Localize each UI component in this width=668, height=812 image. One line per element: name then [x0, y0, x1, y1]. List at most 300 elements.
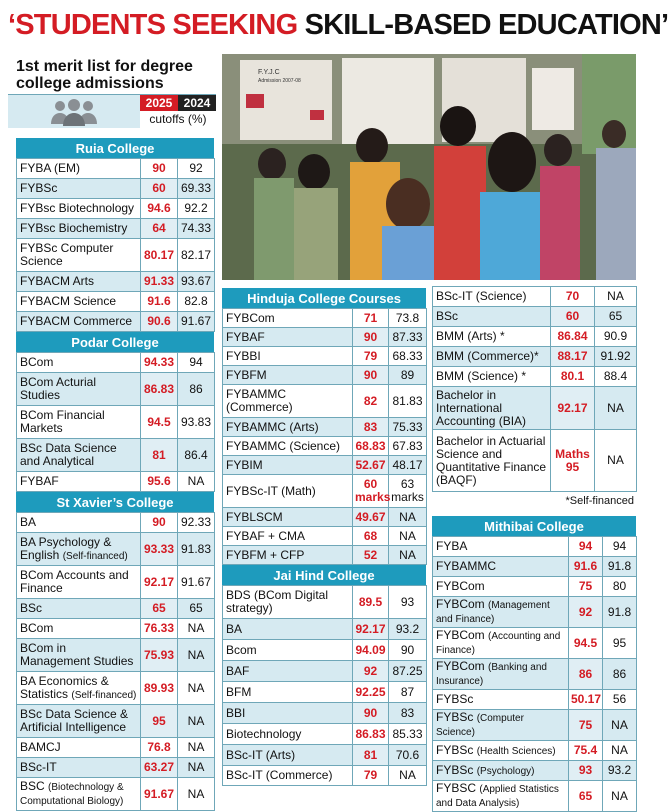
- cutoff-2024: NA: [178, 778, 215, 811]
- course-label: BMM (Arts) *: [436, 329, 505, 343]
- cutoff-2025: 92: [353, 661, 389, 682]
- course-label: FYBSc: [436, 692, 474, 706]
- course-name: [17, 472, 141, 492]
- cutoff-2025: 91.6: [569, 557, 603, 577]
- table-row: [17, 406, 215, 439]
- course-label: BA Economics & Statistics: [20, 673, 109, 701]
- course-label: BSc-IT: [20, 760, 57, 774]
- cutoff-2024: NA: [603, 781, 637, 812]
- course-name: [223, 437, 353, 456]
- cutoff-2025: 68: [353, 527, 389, 546]
- column-left: [16, 138, 214, 811]
- course-name: [433, 659, 569, 690]
- table-row: [223, 546, 427, 565]
- table-row: [223, 586, 427, 619]
- course-label: BFM: [226, 684, 252, 699]
- table-row: [433, 327, 637, 347]
- cutoff-2024: NA: [389, 527, 427, 546]
- course-label: BA: [20, 515, 37, 529]
- cutoff-2024: 91.67: [178, 566, 215, 599]
- table-row: [17, 292, 215, 312]
- course-label: FYBsc Biotechnology: [20, 201, 135, 215]
- cutoff-2024: 95: [603, 628, 637, 659]
- cutoff-2024: 87.33: [389, 328, 427, 347]
- course-label: BSc: [436, 309, 459, 323]
- course-label: BA: [226, 621, 243, 636]
- course-label: BAF: [226, 663, 250, 678]
- headline-part-2: SKILL-BASED EDUCATION’: [297, 9, 668, 41]
- cutoff-2024: 91.83: [178, 533, 215, 566]
- table-mithibai-college: [432, 536, 637, 812]
- cutoff-2025: 86.84: [551, 327, 595, 347]
- cutoff-2025: 60 marks: [353, 475, 389, 508]
- table-row: [17, 312, 215, 332]
- course-label: BCom Accounts and Finance: [20, 568, 129, 595]
- cutoff-2025: 75.4: [569, 741, 603, 761]
- table-row: [223, 475, 427, 508]
- course-label: FYBSc Computer Science: [20, 241, 114, 268]
- table-row: [433, 659, 637, 690]
- course-label: BDS (BCom Digital strategy): [226, 588, 329, 615]
- news-photo: [222, 54, 636, 280]
- cutoff-2024: 92: [178, 159, 215, 179]
- course-name: [223, 682, 353, 703]
- course-label: FYBLSCM: [226, 509, 283, 524]
- cutoff-2024: NA: [178, 758, 215, 778]
- table-row: [433, 577, 637, 597]
- course-name: [17, 406, 141, 439]
- course-label: BMM (Science) *: [436, 369, 527, 383]
- table-row: [17, 705, 215, 738]
- course-name: [17, 179, 141, 199]
- cutoff-2025: 71: [353, 309, 389, 328]
- cutoff-2024: 81.83: [389, 385, 427, 418]
- cutoff-2025: 94.5: [569, 628, 603, 659]
- course-name: [223, 724, 353, 745]
- table-row: [223, 703, 427, 724]
- table-row: [17, 738, 215, 758]
- group-of-students-icon: [8, 95, 140, 128]
- course-name: [17, 292, 141, 312]
- cutoff-2025: 86.83: [353, 724, 389, 745]
- course-label: FYBSc: [436, 742, 474, 757]
- table-row: [223, 347, 427, 366]
- course-name: [17, 159, 141, 179]
- cutoff-2025: 94.09: [353, 640, 389, 661]
- course-name: [17, 619, 141, 639]
- course-label: FYBAMMC (Science): [226, 438, 341, 453]
- course-name: [17, 599, 141, 619]
- legend-cutoff-label: cutoffs (%): [149, 112, 207, 126]
- course-label: FYBAF + CMA: [226, 528, 306, 543]
- course-name: [433, 287, 551, 307]
- cutoff-2025: 91.67: [141, 778, 178, 811]
- cutoff-2024: 86.4: [178, 439, 215, 472]
- cutoff-2025: 93.33: [141, 533, 178, 566]
- course-label: FYBAF: [226, 329, 265, 344]
- cutoff-2025: 92.25: [353, 682, 389, 703]
- course-name: [223, 475, 353, 508]
- cutoff-2025: 79: [353, 347, 389, 366]
- cutoff-2025: 79: [353, 766, 389, 786]
- course-name: [433, 577, 569, 597]
- table-podar-college: [16, 352, 215, 492]
- table-row: [223, 527, 427, 546]
- legend-years: [140, 95, 216, 128]
- course-name: [17, 439, 141, 472]
- course-name: [223, 703, 353, 724]
- table-row: [17, 272, 215, 292]
- course-label: BA Psychology & English: [20, 534, 112, 562]
- legend-title: 1st merit list for degree college admissions: [8, 56, 216, 94]
- cutoff-2024: 69.33: [178, 179, 215, 199]
- table-row: [433, 628, 637, 659]
- table-row: [433, 307, 637, 327]
- course-name: [17, 566, 141, 599]
- course-label: FYBAMMC: [436, 559, 496, 573]
- table-row: [17, 619, 215, 639]
- course-name: [223, 745, 353, 766]
- course-name: [17, 239, 141, 272]
- section-jai-hind-college: Jai Hind College: [222, 565, 426, 585]
- course-note: (Applied Statistics and Data Analysis): [436, 784, 559, 809]
- course-note: (Health Sciences): [476, 745, 556, 757]
- course-name: [223, 508, 353, 527]
- course-note: (Banking and Insurance): [436, 662, 547, 687]
- course-label: FYBFM + CFP: [226, 547, 305, 562]
- cutoff-2025: 80.1: [551, 367, 595, 387]
- course-label: Bcom: [226, 642, 257, 657]
- course-label: FYBSc: [436, 710, 474, 724]
- cutoff-2024: 88.4: [595, 367, 637, 387]
- table-row: [433, 430, 637, 492]
- cutoff-2025: 92.17: [551, 387, 595, 430]
- course-name: [17, 312, 141, 332]
- course-name: [17, 672, 141, 705]
- course-note: (Accounting and Finance): [436, 631, 561, 656]
- cutoff-2024: 87.25: [389, 661, 427, 682]
- table-row: [433, 597, 637, 628]
- cutoff-2025: 64: [141, 219, 178, 239]
- column-right: [432, 286, 636, 812]
- course-name: [223, 418, 353, 437]
- course-label: BSc Data Science and Analytical: [20, 441, 117, 468]
- cutoff-2025: 75.93: [141, 639, 178, 672]
- legend-row: [8, 94, 216, 128]
- course-label: BCom Acturial Studies: [20, 375, 97, 402]
- course-label: FYBCom: [436, 579, 485, 593]
- table-row: [223, 661, 427, 682]
- course-label: FYBSc: [436, 762, 474, 777]
- cutoff-2025: 60: [141, 179, 178, 199]
- course-name: [223, 661, 353, 682]
- cutoff-2024: 90.9: [595, 327, 637, 347]
- course-name: [223, 328, 353, 347]
- table-row: [17, 472, 215, 492]
- cutoff-2025: 90: [353, 703, 389, 724]
- course-name: [223, 527, 353, 546]
- course-name: [433, 347, 551, 367]
- cutoff-2025: 95.6: [141, 472, 178, 492]
- table-row: [17, 599, 215, 619]
- cutoff-2025: 63.27: [141, 758, 178, 778]
- table-ruia-college: [16, 158, 215, 332]
- cutoff-2024: NA: [603, 741, 637, 761]
- table-row: [17, 179, 215, 199]
- course-name: [433, 327, 551, 347]
- cutoff-2025: 94.33: [141, 353, 178, 373]
- table-row: [17, 566, 215, 599]
- cutoff-2025: 89.5: [353, 586, 389, 619]
- table-row: [433, 347, 637, 367]
- cutoff-2024: 86: [178, 373, 215, 406]
- course-label: Bachelor in Actuarial Science and Quantitative Finance (BAQF): [436, 433, 547, 487]
- cutoff-2025: 68.83: [353, 437, 389, 456]
- course-note: (Computer Science): [436, 713, 524, 738]
- cutoff-2025: 76.8: [141, 738, 178, 758]
- table-row: [223, 385, 427, 418]
- cutoff-2024: 83: [389, 703, 427, 724]
- cutoff-2025: 86.83: [141, 373, 178, 406]
- table-row: [17, 373, 215, 406]
- course-label: BSc Data Science & Artificial Intelligence: [20, 707, 129, 734]
- cutoff-2024: 91.8: [603, 557, 637, 577]
- cutoff-2024: 82.17: [178, 239, 215, 272]
- cutoff-2025: 93: [569, 761, 603, 781]
- table-row: [433, 367, 637, 387]
- table-jai-hind-college: [222, 585, 427, 786]
- course-name: [17, 705, 141, 738]
- course-label: BAMCJ: [20, 740, 61, 754]
- cutoff-2024: 91.67: [178, 312, 215, 332]
- course-name: [17, 533, 141, 566]
- cutoff-2025: 49.67: [353, 508, 389, 527]
- cutoff-2024: 91.92: [595, 347, 637, 367]
- course-label: Bachelor in International Accounting (BIA): [436, 387, 527, 428]
- course-label: FYBACM Arts: [20, 274, 95, 288]
- course-name: [223, 546, 353, 565]
- cutoff-2025: 75: [569, 710, 603, 741]
- cutoff-2025: 94.6: [141, 199, 178, 219]
- cutoff-2025: 81: [141, 439, 178, 472]
- table-row: [17, 672, 215, 705]
- course-label: BMM (Commerce)*: [436, 349, 539, 363]
- cutoff-2025: 90: [353, 366, 389, 385]
- table-jai-hind-college-continued: [432, 286, 637, 492]
- table-row: [223, 724, 427, 745]
- headline-part-1: ‘STUDENTS SEEKING: [8, 9, 298, 41]
- cutoff-2025: 80.17: [141, 239, 178, 272]
- course-label: FYBACM Commerce: [20, 314, 133, 328]
- table-row: [17, 533, 215, 566]
- cutoff-2025: 52: [353, 546, 389, 565]
- cutoff-2025: 76.33: [141, 619, 178, 639]
- course-name: [17, 219, 141, 239]
- course-name: [17, 373, 141, 406]
- cutoff-2024: 82.8: [178, 292, 215, 312]
- course-label: BSc: [20, 601, 43, 615]
- course-name: [223, 385, 353, 418]
- table-row: [223, 640, 427, 661]
- course-name: [17, 758, 141, 778]
- course-label: BSc-IT (Commerce): [226, 768, 333, 782]
- course-label: FYBCom: [436, 628, 485, 642]
- course-name: [433, 628, 569, 659]
- cutoff-2024: NA: [389, 766, 427, 786]
- cutoff-2024: NA: [178, 738, 215, 758]
- cutoff-2025: 88.17: [551, 347, 595, 367]
- table-row: [223, 418, 427, 437]
- cutoff-2024: 68.33: [389, 347, 427, 366]
- course-label: FYBCom: [226, 310, 275, 325]
- course-name: [433, 557, 569, 577]
- course-name: [433, 741, 569, 761]
- table-row: [433, 557, 637, 577]
- cutoff-2025: 52.67: [353, 456, 389, 475]
- table-row: [17, 758, 215, 778]
- table-row: [17, 353, 215, 373]
- course-label: FYBACM Science: [20, 294, 117, 308]
- table-row: [17, 513, 215, 533]
- cutoff-2025: 90: [141, 159, 178, 179]
- course-label: FYBsc Biochemistry: [20, 221, 128, 235]
- legend-year-2025: 2025: [140, 95, 178, 111]
- course-label: FYBSc: [20, 181, 58, 195]
- cutoff-2024: 65: [595, 307, 637, 327]
- course-name: [433, 430, 551, 492]
- course-label: BCom: [20, 621, 54, 635]
- course-name: [17, 778, 141, 811]
- course-note: (Biotechnology & Computational Biology): [20, 782, 124, 807]
- cutoff-2024: NA: [178, 705, 215, 738]
- course-label: FYBAMMC (Commerce): [226, 387, 293, 414]
- course-label: FYBCom: [436, 659, 485, 673]
- cutoff-2024: 73.8: [389, 309, 427, 328]
- cutoff-2025: 92.17: [353, 619, 389, 640]
- course-name: [433, 761, 569, 781]
- course-label: BCom Financial Markets: [20, 408, 105, 435]
- section-podar-college: Podar College: [16, 332, 214, 352]
- course-name: [223, 640, 353, 661]
- course-name: [433, 367, 551, 387]
- cutoff-2024: 92.2: [178, 199, 215, 219]
- cutoff-2024: 70.6: [389, 745, 427, 766]
- cutoff-2024: 80: [603, 577, 637, 597]
- cutoff-2024: 48.17: [389, 456, 427, 475]
- cutoff-2025: 83: [353, 418, 389, 437]
- course-note: (Psychology): [476, 765, 535, 777]
- notice-sub: Admission 2007-08: [258, 78, 301, 84]
- cutoff-2025: 50.17: [569, 690, 603, 710]
- cutoff-2024: NA: [595, 430, 637, 492]
- cutoff-2025: 92.17: [141, 566, 178, 599]
- table-row: [433, 761, 637, 781]
- cutoff-2024: NA: [178, 672, 215, 705]
- course-label: Biotechnology: [226, 726, 302, 741]
- table-row: [17, 439, 215, 472]
- cutoff-2024: 94: [603, 537, 637, 557]
- cutoff-2025: 89.93: [141, 672, 178, 705]
- course-name: [223, 347, 353, 366]
- table-row: [223, 456, 427, 475]
- legend: [8, 56, 216, 128]
- cutoff-2025: 95: [141, 705, 178, 738]
- cutoff-2024: NA: [595, 387, 637, 430]
- table-row: [223, 366, 427, 385]
- cutoff-2024: 93: [389, 586, 427, 619]
- course-name: [17, 639, 141, 672]
- course-name: [17, 513, 141, 533]
- cutoff-2025: 91.33: [141, 272, 178, 292]
- table-hinduja-college: [222, 308, 427, 565]
- course-name: [433, 690, 569, 710]
- cutoff-2024: 90: [389, 640, 427, 661]
- course-label: FYBBI: [226, 348, 261, 363]
- cutoff-2024: 93.83: [178, 406, 215, 439]
- course-label: FYBSc-IT (Math): [226, 483, 316, 498]
- course-label: BCom: [20, 355, 54, 369]
- table-row: [433, 710, 637, 741]
- cutoff-2025: 86: [569, 659, 603, 690]
- cutoff-2025: 94: [569, 537, 603, 557]
- table-row: [17, 199, 215, 219]
- course-name: [433, 537, 569, 557]
- cutoff-2024: 92.33: [178, 513, 215, 533]
- table-row: [17, 159, 215, 179]
- course-name: [223, 766, 353, 786]
- table-row: [433, 537, 637, 557]
- course-label: FYBA (EM): [20, 161, 81, 175]
- cutoff-2024: 91.8: [603, 597, 637, 628]
- cutoff-2025: 70: [551, 287, 595, 307]
- cutoff-2025: 91.6: [141, 292, 178, 312]
- cutoff-2025: 90: [353, 328, 389, 347]
- course-name: [433, 781, 569, 812]
- section-mithibai-college: Mithibai College: [432, 516, 636, 536]
- cutoff-2024: 93.67: [178, 272, 215, 292]
- table-row: [433, 387, 637, 430]
- cutoff-2024: 86: [603, 659, 637, 690]
- course-label: FYBAF: [20, 474, 59, 488]
- legend-year-2024: 2024: [178, 95, 216, 111]
- course-name: [223, 619, 353, 640]
- cutoff-2025: Maths 95: [551, 430, 595, 492]
- course-name: [17, 738, 141, 758]
- course-label: FYBA: [436, 539, 468, 553]
- cutoff-2024: 63 marks: [389, 475, 427, 508]
- cutoff-2024: NA: [389, 508, 427, 527]
- course-name: [433, 307, 551, 327]
- table-row: [223, 682, 427, 703]
- course-label: FYBAMMC (Arts): [226, 419, 319, 434]
- table-row: [223, 309, 427, 328]
- cutoff-2025: 82: [353, 385, 389, 418]
- cutoff-2024: NA: [178, 619, 215, 639]
- table-row: [433, 741, 637, 761]
- course-note: (Self-financed): [62, 550, 128, 562]
- course-note: (Self-financed): [71, 689, 137, 701]
- cutoff-2025: 94.5: [141, 406, 178, 439]
- cutoff-2024: 85.33: [389, 724, 427, 745]
- course-name: [17, 272, 141, 292]
- table-row: [17, 639, 215, 672]
- course-label: FYBFM: [226, 367, 267, 382]
- cutoff-2024: 87: [389, 682, 427, 703]
- headline: [0, 0, 668, 50]
- cutoff-2024: 74.33: [178, 219, 215, 239]
- notice-label: F.Y.J.C: [258, 69, 280, 76]
- cutoff-2024: 89: [389, 366, 427, 385]
